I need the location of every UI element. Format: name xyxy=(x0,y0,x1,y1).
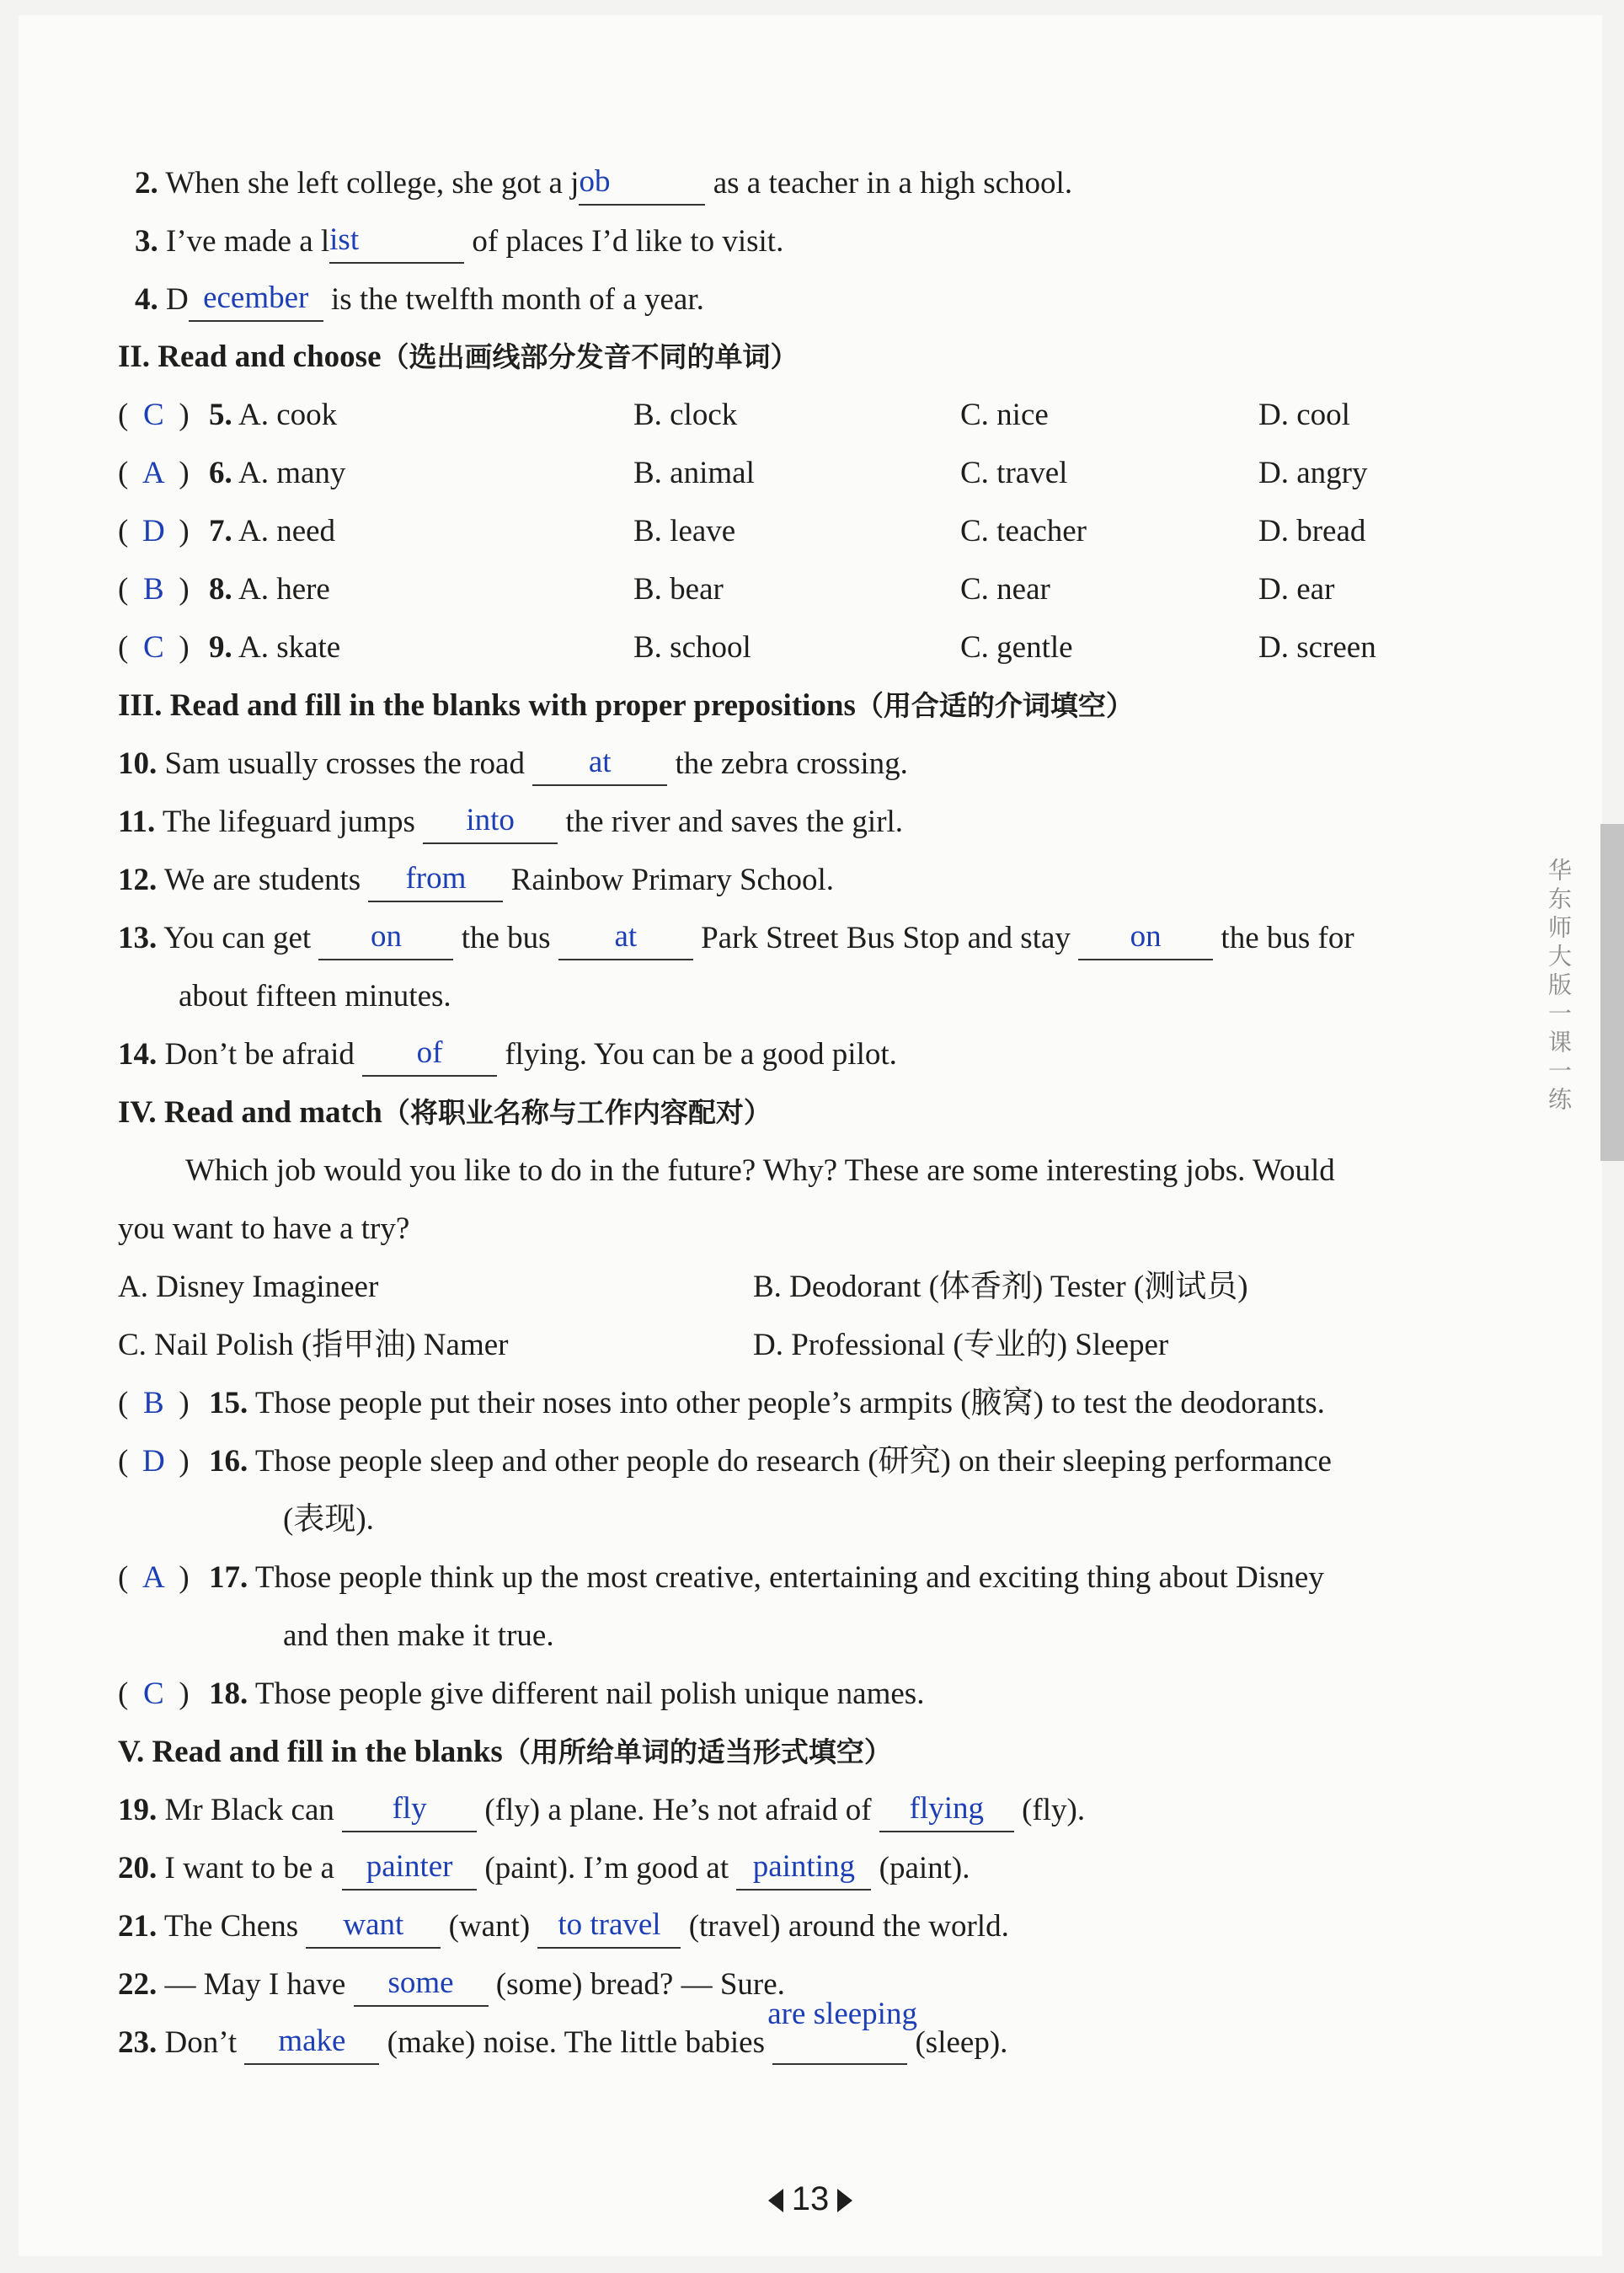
section-heading-3: III. Read and fill in the blanks with proper prepositions（用合适的介词填空） xyxy=(118,688,1134,723)
answer-blank: ecember xyxy=(189,280,323,322)
question-20: 20. I want to be a painter (paint). I’m good at painting (paint). xyxy=(118,1848,970,1891)
answer-blank: of xyxy=(362,1035,497,1077)
triangle-left-icon xyxy=(768,2189,783,2212)
question-3: 3. I’ve made a list of places I’d like to visit. xyxy=(135,222,783,264)
section-heading-5: V. Read and fill in the blanks（用所给单词的适当形式填空） xyxy=(118,1735,892,1769)
answer-blank: on xyxy=(318,918,453,960)
answer-blank: fly xyxy=(342,1790,477,1832)
side-tab xyxy=(1600,824,1624,1161)
answer-blank: at xyxy=(558,918,693,960)
answer-blank: painter xyxy=(342,1848,477,1891)
question-16-continued: (表现). xyxy=(283,1502,374,1537)
section-heading-4: IV. Read and match（将职业名称与工作内容配对） xyxy=(118,1095,772,1130)
question-13: 13. You can get on the bus at Park Street Bus Stop and stay on the bus for xyxy=(118,918,1354,960)
question-22: 22. — May I have some (some) bread? — Sure. xyxy=(118,1965,785,2007)
question-18: ( C ) 18. Those people give different nail polish unique names. xyxy=(118,1677,925,1711)
side-label: 华东师大版一课一练 xyxy=(1545,858,1573,1115)
answer-blank: ist xyxy=(329,222,464,264)
choice-row-8: ( B ) 8. A. here B. bear C. near D. ear xyxy=(118,572,1335,607)
answer-blank: from xyxy=(368,860,503,902)
question-12: 12. We are students from Rainbow Primary School. xyxy=(118,860,834,902)
answer-blank: at xyxy=(532,744,667,786)
question-2: 2. When she left college, she got a job as a teacher in a high school. xyxy=(135,163,1072,206)
choice-row-7: ( D ) 7. A. need B. leave C. teacher D. bread xyxy=(118,514,1366,548)
intro-line-1: Which job would you like to do in the future? Why? These are some interesting jobs. Would xyxy=(185,1153,1335,1188)
question-17: ( A ) 17. Those people think up the most creative, entertaining and exciting thing about Disney xyxy=(118,1560,1324,1595)
choice-row-6: ( A ) 6. A. many B. animal C. travel D. angry xyxy=(118,456,1368,490)
answer-blank: painting xyxy=(736,1848,871,1891)
answer-blank: ob xyxy=(579,163,705,206)
question-21: 21. The Chens want (want) to travel (travel) around the world. xyxy=(118,1907,1009,1949)
answer-blank: to travel xyxy=(537,1907,681,1949)
choice-row-5: ( C ) 5. A. cook B. clock C. nice D. cool xyxy=(118,398,1350,432)
question-23: 23. Don’t make (make) noise. The little babies are sleeping (sleep). xyxy=(118,2023,1007,2065)
question-15: ( B ) 15. Those people put their noses into other people’s armpits (腋窝) to test the deodorants. xyxy=(118,1386,1325,1420)
answer-blank: some xyxy=(354,1965,489,2007)
answer-blank: are sleeping xyxy=(772,2023,907,2065)
answer-blank: make xyxy=(244,2023,379,2065)
answer-blank: into xyxy=(423,802,558,844)
answer-blank: flying xyxy=(879,1790,1014,1832)
triangle-right-icon xyxy=(837,2189,852,2212)
answer-blank: on xyxy=(1078,918,1213,960)
question-14: 14. Don’t be afraid of flying. You can be a good pilot. xyxy=(118,1035,897,1077)
option-b: B. Deodorant (体香剂) Tester (测试员) xyxy=(753,1270,1248,1304)
option-a: A. Disney Imagineer xyxy=(118,1270,379,1304)
question-4: 4. D ecember is the twelfth month of a year. xyxy=(135,280,704,322)
answer-blank: want xyxy=(306,1907,441,1949)
question-19: 19. Mr Black can fly (fly) a plane. He’s not afraid of flying (fly). xyxy=(118,1790,1085,1832)
question-11: 11. The lifeguard jumps into the river and saves the girl. xyxy=(118,802,903,844)
section-heading-2: II. Read and choose（选出画线部分发音不同的单词） xyxy=(118,340,799,374)
page-number: 13 xyxy=(19,2180,1602,2218)
choice-row-9: ( C ) 9. A. skate B. school C. gentle D. screen xyxy=(118,630,1376,665)
question-13-continued: about fifteen minutes. xyxy=(179,979,451,1013)
worksheet-page xyxy=(19,15,1602,2256)
intro-line-2: you want to have a try? xyxy=(118,1211,410,1246)
option-d: D. Professional (专业的) Sleeper xyxy=(753,1328,1169,1362)
question-10: 10. Sam usually crosses the road at the zebra crossing. xyxy=(118,744,908,786)
option-c: C. Nail Polish (指甲油) Namer xyxy=(118,1328,509,1362)
question-17-continued: and then make it true. xyxy=(283,1618,554,1653)
question-16: ( D ) 16. Those people sleep and other people do research (研究) on their sleeping performance xyxy=(118,1444,1332,1479)
